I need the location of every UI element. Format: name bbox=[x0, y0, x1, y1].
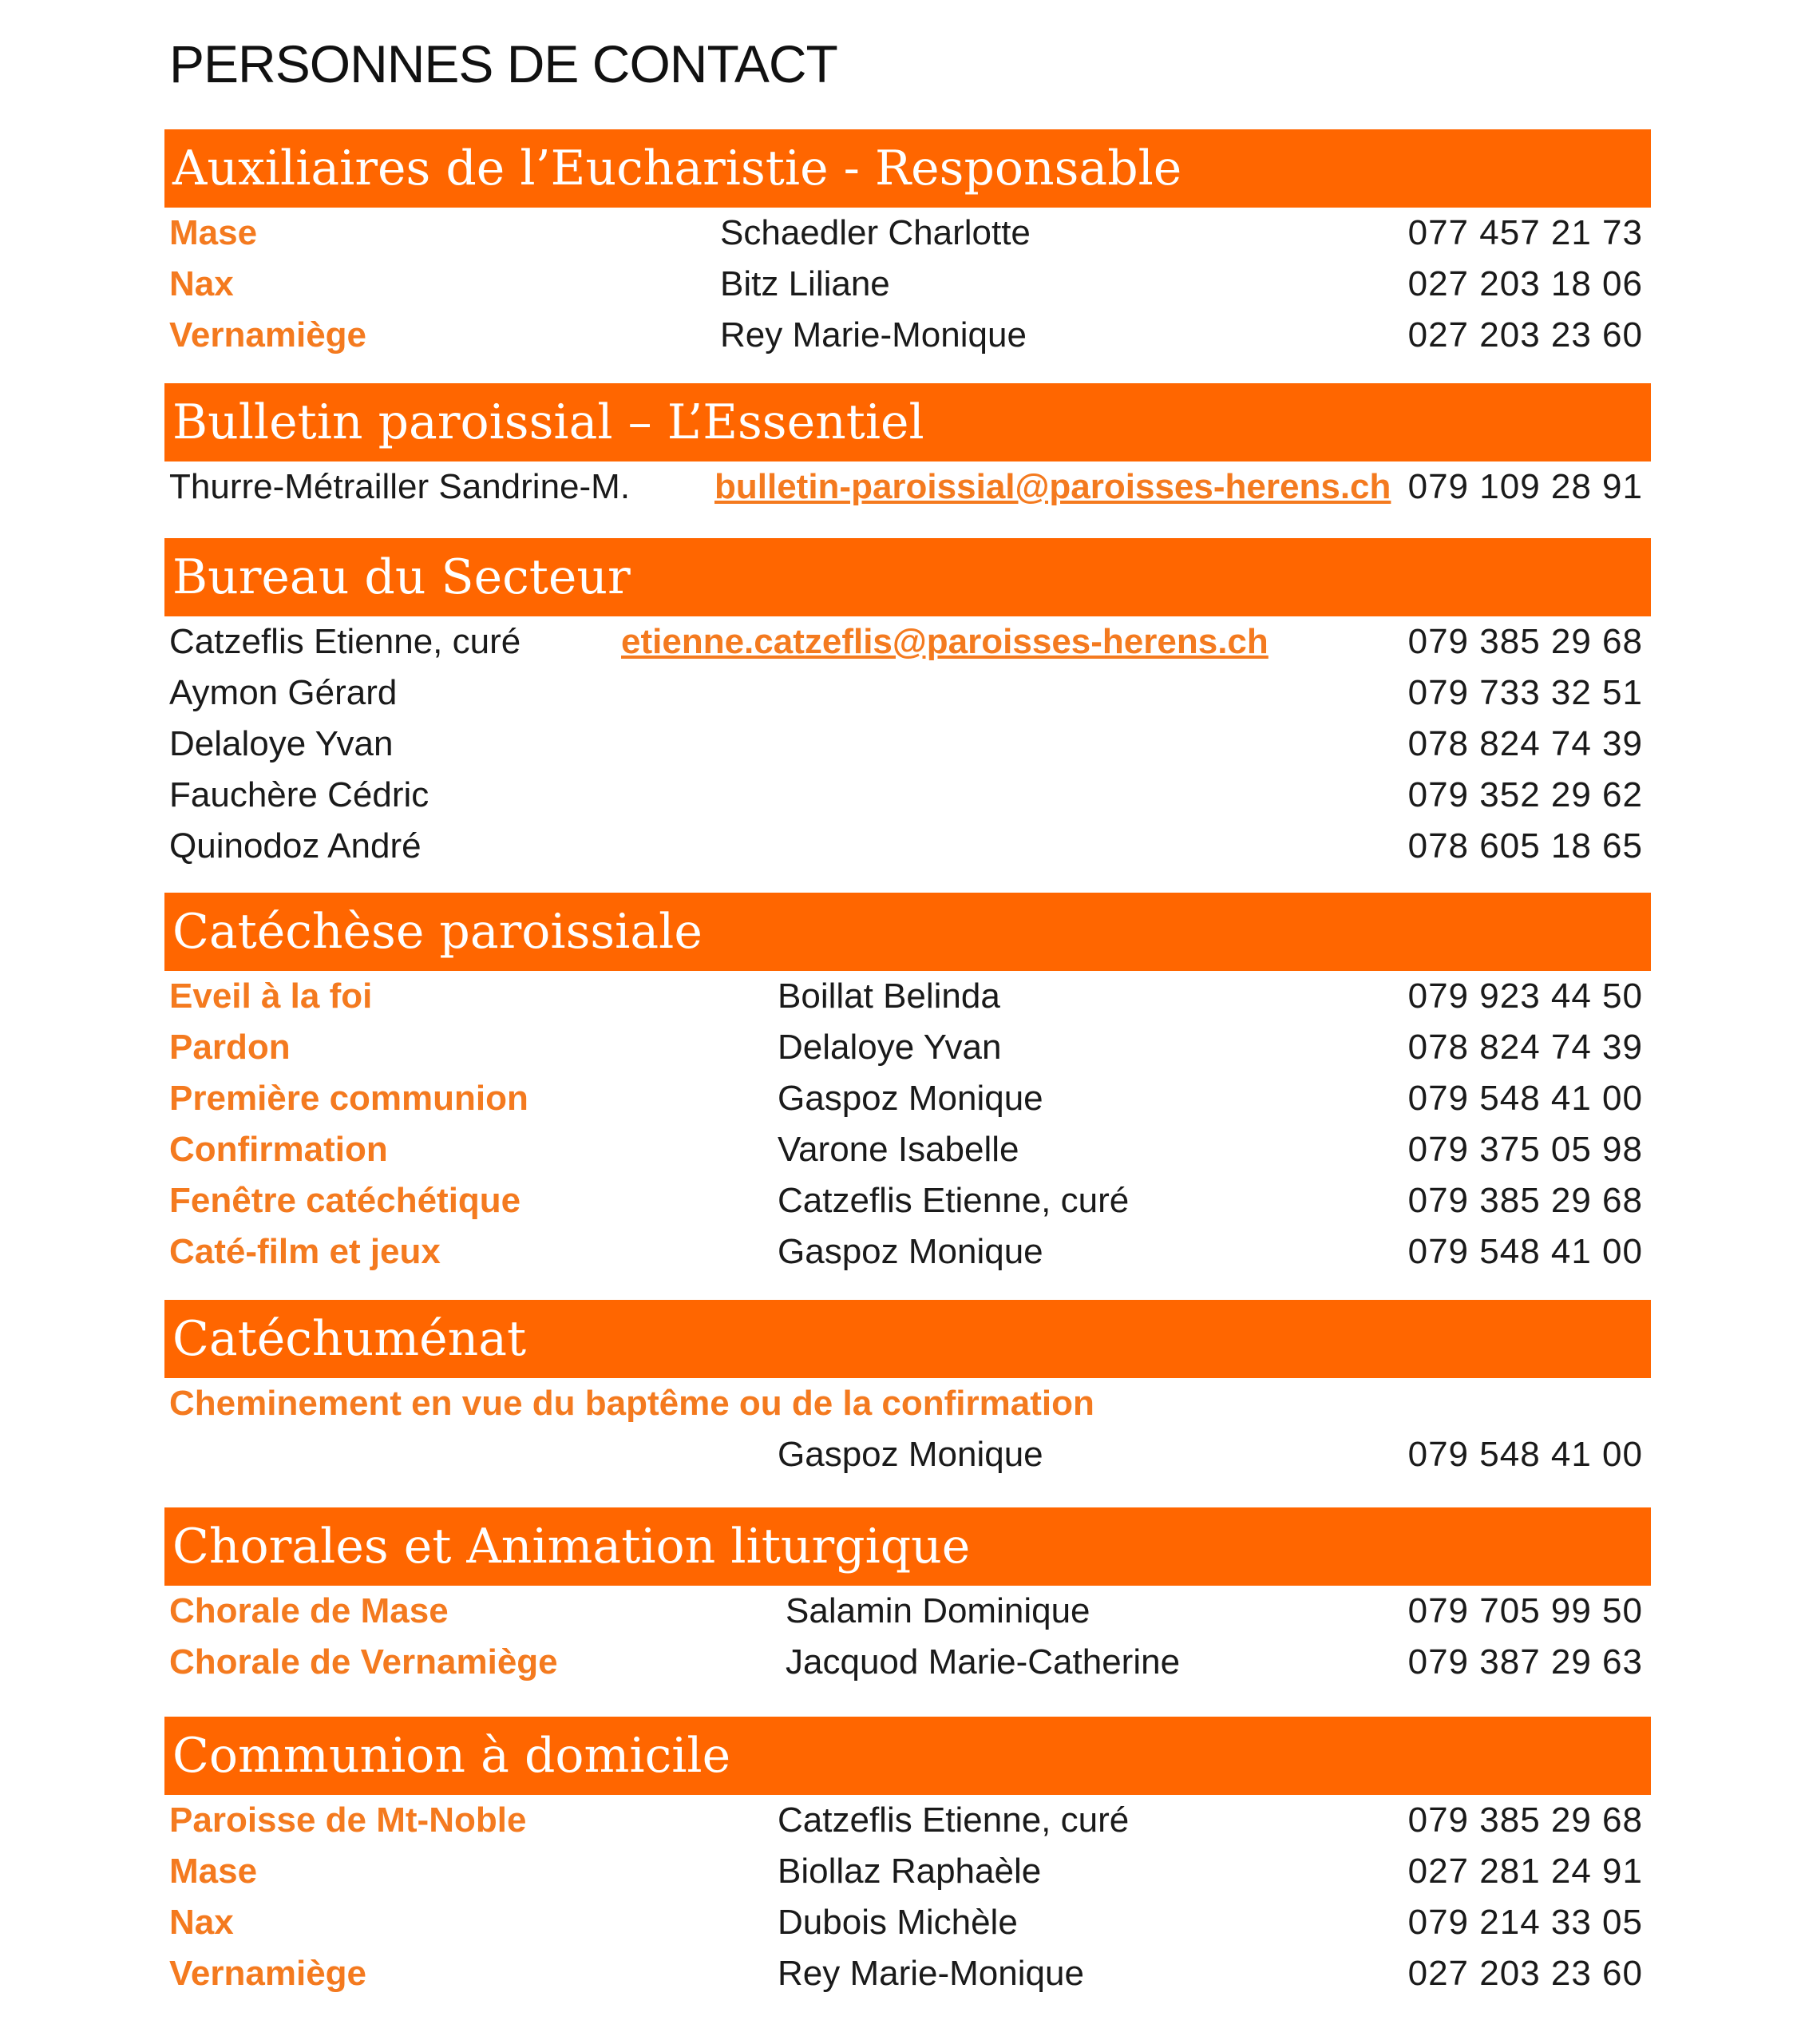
page-title: PERSONNES DE CONTACT bbox=[169, 34, 837, 93]
row-label: Nax bbox=[169, 1903, 234, 1942]
contact-row bbox=[0, 616, 1793, 667]
row-label: Chorale de Vernamiège bbox=[169, 1642, 558, 1682]
section-heading-chorales: Chorales et Animation liturgique bbox=[164, 1507, 1651, 1586]
section-heading-catechumenat: Catéchuménat bbox=[164, 1300, 1651, 1378]
phone-number: 079 385 29 68 bbox=[1407, 1181, 1643, 1220]
contact-name: Bitz Liliane bbox=[720, 264, 890, 303]
phone-number: 079 548 41 00 bbox=[1407, 1079, 1643, 1118]
phone-number: 079 548 41 00 bbox=[1407, 1232, 1643, 1271]
phone-number: 079 375 05 98 bbox=[1407, 1130, 1643, 1169]
contact-name: Rey Marie-Monique bbox=[720, 315, 1027, 355]
phone-number: 079 387 29 63 bbox=[1407, 1642, 1643, 1682]
phone-number: 079 733 32 51 bbox=[1407, 673, 1643, 712]
phone-number: 027 203 23 60 bbox=[1407, 315, 1643, 355]
row-label: Mase bbox=[169, 213, 258, 252]
contact-row bbox=[0, 1795, 1793, 1846]
email-link[interactable]: etienne.catzeflis@paroisses-herens.ch bbox=[621, 622, 1269, 661]
phone-number: 078 824 74 39 bbox=[1407, 724, 1643, 763]
row-label: Caté-film et jeux bbox=[169, 1232, 441, 1271]
contact-row bbox=[0, 1948, 1793, 1999]
contact-name: Catzeflis Etienne, curé bbox=[778, 1181, 1130, 1220]
section-heading-catechese: Catéchèse paroissiale bbox=[164, 893, 1651, 971]
phone-number: 079 385 29 68 bbox=[1407, 622, 1643, 661]
contact-name: Salamin Dominique bbox=[786, 1591, 1090, 1630]
contact-row bbox=[0, 1378, 1793, 1429]
row-label: Cheminement en vue du baptême ou de la confirmation bbox=[169, 1384, 1094, 1423]
phone-number: 078 605 18 65 bbox=[1407, 826, 1643, 866]
phone-number: 079 214 33 05 bbox=[1407, 1903, 1643, 1942]
row-label: Pardon bbox=[169, 1028, 291, 1067]
phone-number: 078 824 74 39 bbox=[1407, 1028, 1643, 1067]
row-label: Vernamiège bbox=[169, 315, 367, 355]
contact-row bbox=[0, 1897, 1793, 1948]
phone-number: 027 203 23 60 bbox=[1407, 1954, 1643, 1993]
contact-row bbox=[0, 310, 1793, 361]
row-label: Vernamiège bbox=[169, 1954, 367, 1993]
contact-row bbox=[0, 259, 1793, 310]
contact-name: Thurre-Métrailler Sandrine-M. bbox=[169, 467, 631, 506]
contact-name: Aymon Gérard bbox=[169, 673, 398, 712]
phone-number: 079 923 44 50 bbox=[1407, 976, 1643, 1016]
section-heading-communion: Communion à domicile bbox=[164, 1717, 1651, 1795]
contact-row bbox=[0, 971, 1793, 1022]
email-link[interactable]: bulletin-paroissial@paroisses-herens.ch bbox=[714, 467, 1391, 506]
phone-number: 079 548 41 00 bbox=[1407, 1435, 1643, 1474]
contact-row bbox=[0, 208, 1793, 259]
phone-number: 079 385 29 68 bbox=[1407, 1800, 1643, 1840]
contact-row bbox=[0, 1429, 1793, 1480]
phone-number: 027 281 24 91 bbox=[1407, 1852, 1643, 1891]
contact-name: Catzeflis Etienne, curé bbox=[778, 1800, 1130, 1840]
phone-number: 079 109 28 91 bbox=[1407, 467, 1643, 506]
section-heading-auxiliaires: Auxiliaires de l’Eucharistie - Responsable bbox=[164, 129, 1651, 208]
contact-name: Biollaz Raphaèle bbox=[778, 1852, 1042, 1891]
contact-name: Delaloye Yvan bbox=[169, 724, 394, 763]
contact-name: Gaspoz Monique bbox=[778, 1232, 1043, 1271]
contact-name: Rey Marie-Monique bbox=[778, 1954, 1084, 1993]
contact-row bbox=[0, 667, 1793, 719]
contact-row bbox=[0, 719, 1793, 770]
phone-number: 027 203 18 06 bbox=[1407, 264, 1643, 303]
contact-row bbox=[0, 1124, 1793, 1175]
row-label: Première communion bbox=[169, 1079, 528, 1118]
row-label: Confirmation bbox=[169, 1130, 388, 1169]
contact-row bbox=[0, 1022, 1793, 1073]
contact-name: Catzeflis Etienne, curé bbox=[169, 622, 521, 661]
phone-number: 079 705 99 50 bbox=[1407, 1591, 1643, 1630]
section-heading-bulletin: Bulletin paroissial – L’Essentiel bbox=[164, 383, 1651, 461]
row-label: Fenêtre catéchétique bbox=[169, 1181, 521, 1220]
row-label: Nax bbox=[169, 264, 234, 303]
contact-row bbox=[0, 1073, 1793, 1124]
contact-row bbox=[0, 1637, 1793, 1688]
phone-number: 077 457 21 73 bbox=[1407, 213, 1643, 252]
contact-name: Dubois Michèle bbox=[778, 1903, 1018, 1942]
contact-name: Boillat Belinda bbox=[778, 976, 1000, 1016]
contact-row bbox=[0, 1846, 1793, 1897]
contact-name: Fauchère Cédric bbox=[169, 775, 429, 814]
contact-name: Jacquod Marie-Catherine bbox=[786, 1642, 1181, 1682]
row-label: Eveil à la foi bbox=[169, 976, 373, 1016]
contact-name: Gaspoz Monique bbox=[778, 1435, 1043, 1474]
contact-row bbox=[0, 461, 1793, 513]
row-label: Chorale de Mase bbox=[169, 1591, 449, 1630]
contact-name: Gaspoz Monique bbox=[778, 1079, 1043, 1118]
contact-row bbox=[0, 1175, 1793, 1226]
contact-row bbox=[0, 1586, 1793, 1637]
phone-number: 079 352 29 62 bbox=[1407, 775, 1643, 814]
contact-name: Quinodoz André bbox=[169, 826, 422, 866]
section-heading-bureau: Bureau du Secteur bbox=[164, 538, 1651, 616]
row-label: Paroisse de Mt-Noble bbox=[169, 1800, 527, 1840]
contact-row bbox=[0, 1226, 1793, 1278]
contact-name: Varone Isabelle bbox=[778, 1130, 1019, 1169]
contact-name: Delaloye Yvan bbox=[778, 1028, 1002, 1067]
row-label: Mase bbox=[169, 1852, 258, 1891]
contact-row bbox=[0, 821, 1793, 872]
contact-row bbox=[0, 770, 1793, 821]
contact-name: Schaedler Charlotte bbox=[720, 213, 1031, 252]
